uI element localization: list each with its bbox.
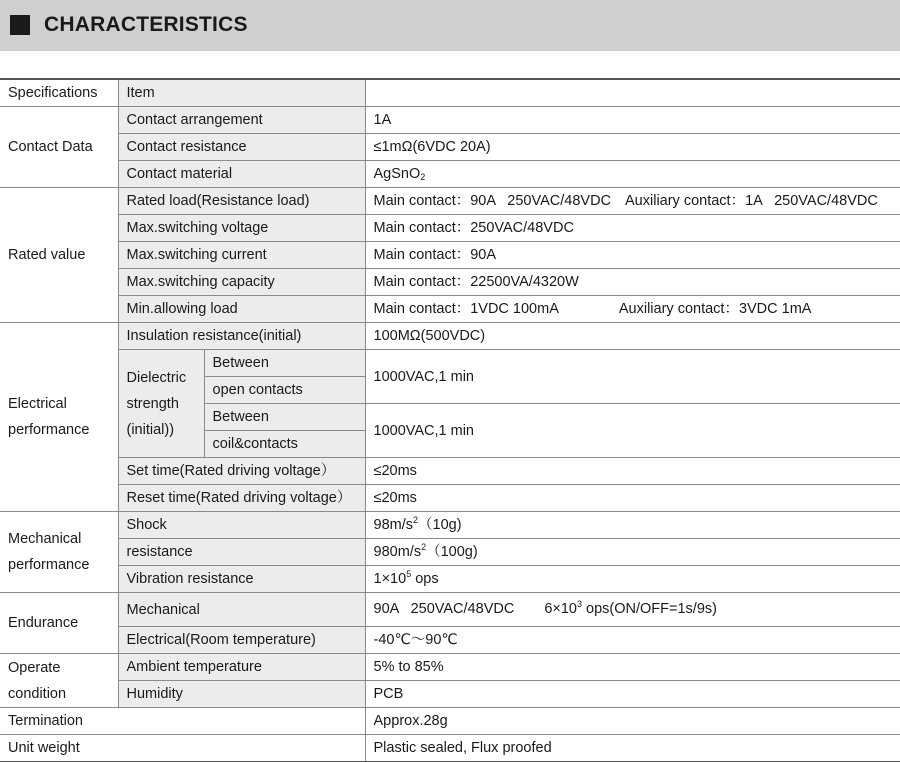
unit-weight-label: Unit weight (0, 735, 365, 762)
mechanical-line1: Mechanical (8, 531, 82, 547)
operate-line1: Operate (8, 659, 61, 676)
vibration-main: 1×10 (373, 571, 407, 587)
shock1-main: 98m/s (373, 517, 414, 533)
unit-weight-value: Plastic sealed, Flux proofed (365, 735, 900, 762)
set-time-label: Set time(Rated driving voltage） (118, 458, 365, 485)
section-header (0, 0, 900, 51)
min-load-aux: Auxiliary contact：3VDC 1mA (618, 301, 812, 317)
between-coil-value: 1000VAC,1 min (365, 404, 900, 458)
contact-arrangement-label: Contact arrangement (118, 107, 365, 134)
table-row (0, 269, 900, 296)
max-switching-capacity-value: Main contact：22500VA/4320W (365, 269, 900, 296)
table-row (0, 654, 900, 681)
value-header (365, 79, 900, 107)
group-rated-value: Rated value (0, 188, 118, 323)
table-row (0, 134, 900, 161)
rated-load-main: Main contact：90A 250VAC/48VDC (373, 193, 612, 209)
table-row (0, 242, 900, 269)
ambient-temperature-value: 5% to 85% (365, 654, 900, 681)
material-main: AgSnO (373, 166, 421, 182)
min-allowing-load-value (365, 296, 900, 323)
shock2-tail: （100g) (426, 544, 478, 560)
endurance-electrical-label: Electrical(Room temperature) (118, 627, 365, 654)
group-operate-condition (0, 654, 118, 708)
vibration-sup: 5 (406, 569, 412, 579)
set-time-value: ≤20ms (365, 458, 900, 485)
table-row (0, 627, 900, 654)
termination-label: Termination (0, 708, 365, 735)
endurance-mech-tail: ops(ON/OFF=1s/9s) (582, 601, 717, 617)
between-coil-line2: coil&contacts (204, 431, 365, 458)
max-switching-voltage-value: Main contact：250VAC/48VDC (365, 215, 900, 242)
dielectric-line2: strength (126, 395, 179, 412)
electrical-line1: Electrical (8, 396, 67, 412)
shock-resistance-line1: Shock (118, 512, 365, 539)
table-row (0, 708, 900, 735)
contact-arrangement-value: 1A (365, 107, 900, 134)
max-switching-current-label: Max.switching current (118, 242, 365, 269)
rated-load-aux: Auxiliary contact：1A 250VAC/48VDC (625, 193, 878, 209)
table-row (0, 107, 900, 134)
group-contact-data: Contact Data (0, 107, 118, 188)
endurance-mechanical-value (365, 593, 900, 627)
reset-time-label: Reset time(Rated driving voltage） (118, 485, 365, 512)
between-coil-line1: Between (204, 404, 365, 431)
insulation-resistance-value: 100MΩ(500VDC) (365, 323, 900, 350)
group-mechanical-performance (0, 512, 118, 593)
endurance-mech-main: 90A 250VAC/48VDC (373, 601, 515, 617)
table-row (0, 593, 900, 627)
endurance-mech-sup: 3 (576, 599, 582, 609)
table-row (0, 735, 900, 762)
specifications-header: Specifications (0, 79, 118, 107)
max-switching-capacity-label: Max.switching capacity (118, 269, 365, 296)
table-row (0, 350, 900, 377)
humidity-label: Humidity (118, 681, 365, 708)
table-row (0, 215, 900, 242)
endurance-electrical-value: -40℃～90℃ (365, 627, 900, 654)
shock1-sup: 2 (413, 515, 419, 525)
termination-value: Approx.28g (365, 708, 900, 735)
endurance-mechanical-label: Mechanical (118, 593, 365, 627)
table-row (0, 566, 900, 593)
shock1-tail: （10g) (418, 517, 462, 533)
between-open-line2: open contacts (204, 377, 365, 404)
min-allowing-load-label: Min.allowing load (118, 296, 365, 323)
table-row (0, 296, 900, 323)
insulation-resistance-label: Insulation resistance(initial) (118, 323, 365, 350)
table-row (0, 539, 900, 566)
table-row (0, 161, 900, 188)
table-row (0, 188, 900, 215)
vibration-tail: ops (411, 571, 439, 587)
section-title: CHARACTERISTICS (44, 13, 248, 36)
table-row (0, 485, 900, 512)
operate-line2: condition (8, 685, 67, 702)
table-row (0, 681, 900, 708)
dielectric-strength-label (118, 350, 204, 458)
rated-load-value (365, 188, 900, 215)
characteristics-table (0, 78, 900, 762)
humidity-value: PCB (365, 681, 900, 708)
table-row (0, 512, 900, 539)
header-square-icon (10, 15, 30, 35)
shock2-sup: 2 (421, 542, 427, 552)
max-switching-current-value: Main contact：90A (365, 242, 900, 269)
shock2-main: 980m/s (373, 544, 422, 560)
contact-resistance-label: Contact resistance (118, 134, 365, 161)
table-row (0, 458, 900, 485)
dielectric-line3: (initial)) (126, 421, 175, 438)
table-row (0, 323, 900, 350)
material-sub: 2 (420, 172, 426, 182)
shock-value-1 (365, 512, 900, 539)
table-header-row (0, 79, 900, 107)
group-endurance: Endurance (0, 593, 118, 654)
contact-material-value (365, 161, 900, 188)
reset-time-value: ≤20ms (365, 485, 900, 512)
mechanical-line2: performance (8, 557, 90, 573)
vibration-resistance-value (365, 566, 900, 593)
vibration-resistance-label: Vibration resistance (118, 566, 365, 593)
dielectric-line1: Dielectric (126, 369, 187, 386)
min-load-main: Main contact：1VDC 100mA (373, 301, 559, 317)
between-open-line1: Between (204, 350, 365, 377)
electrical-line2: performance (8, 422, 90, 438)
rated-load-label: Rated load(Resistance load) (118, 188, 365, 215)
between-open-value: 1000VAC,1 min (365, 350, 900, 404)
shock-resistance-line2: resistance (118, 539, 365, 566)
item-header: Item (118, 79, 365, 107)
endurance-mech-ops: 6×10 (544, 601, 577, 617)
max-switching-voltage-label: Max.switching voltage (118, 215, 365, 242)
shock-value-2 (365, 539, 900, 566)
ambient-temperature-label: Ambient temperature (118, 654, 365, 681)
contact-material-label: Contact material (118, 161, 365, 188)
contact-resistance-value: ≤1mΩ(6VDC 20A) (365, 134, 900, 161)
group-electrical-performance (0, 323, 118, 512)
